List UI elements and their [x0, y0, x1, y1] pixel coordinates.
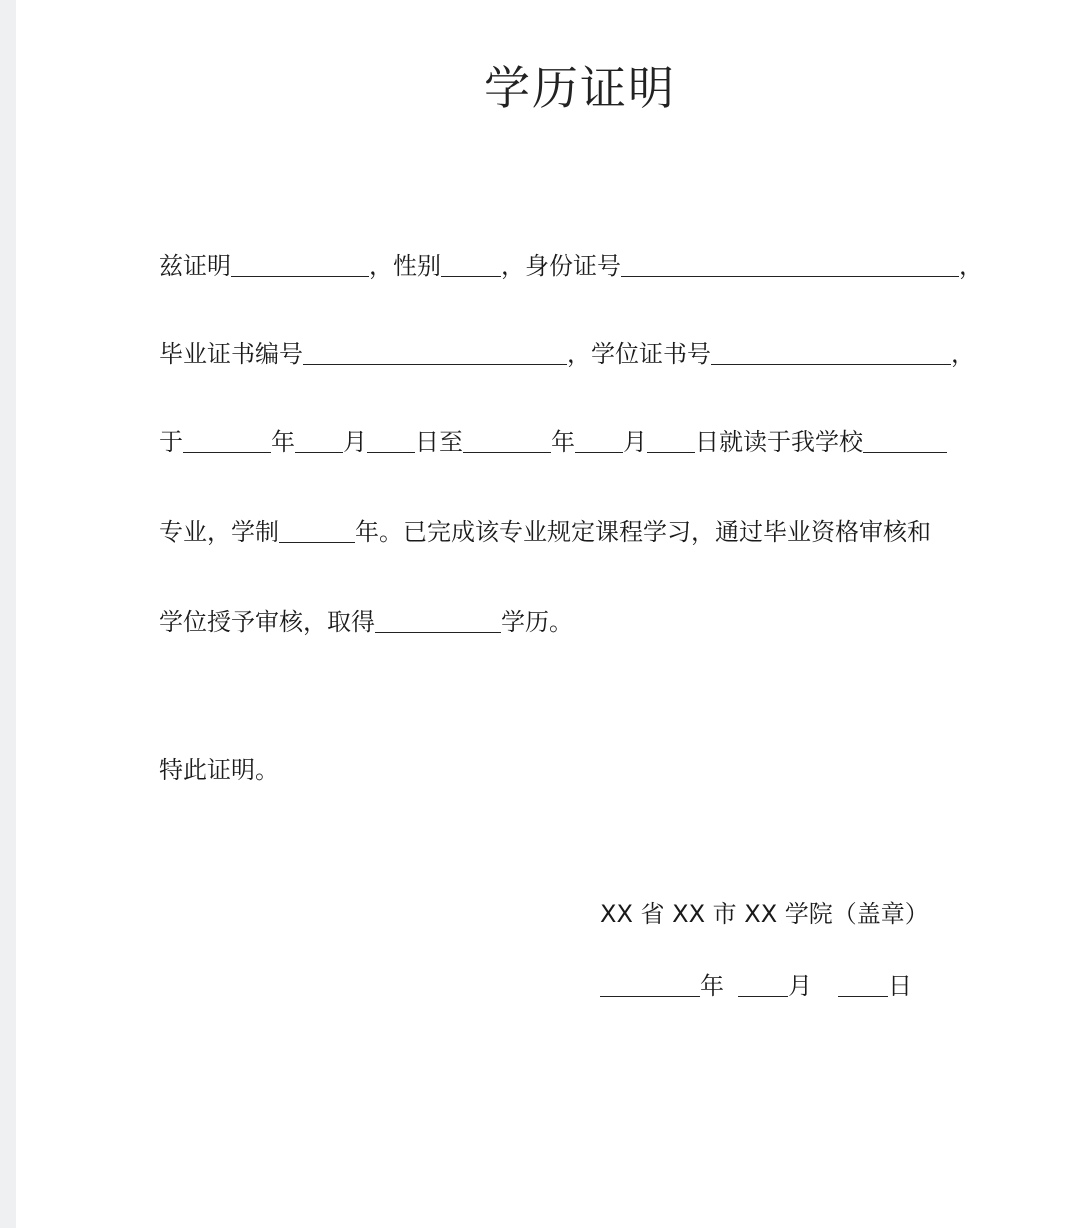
education-level-blank[interactable] [375, 602, 501, 633]
text-segment: 日 [888, 972, 912, 1000]
paragraph-line-5 [159, 602, 573, 642]
text-segment: ， [959, 252, 983, 280]
text-segment: 年。已完成该专业规定课程学习，通过毕业资格审核和 [355, 518, 931, 546]
sign-day-blank[interactable] [838, 966, 888, 997]
text-segment: 兹证明 [159, 252, 231, 280]
gender-blank[interactable] [441, 246, 501, 277]
closing-statement: 特此证明。 [159, 756, 279, 784]
start-year-blank[interactable] [183, 422, 271, 453]
paragraph-line-1 [159, 246, 983, 286]
end-day-blank[interactable] [647, 422, 695, 453]
end-year-blank[interactable] [463, 422, 551, 453]
degree-number-blank[interactable] [711, 334, 951, 365]
text-segment: 毕业证书编号 [159, 340, 303, 368]
text-segment: 日就读于我学校 [695, 428, 863, 456]
text-segment: 月 [623, 428, 647, 456]
text-segment: 月 [788, 972, 812, 1000]
text-segment: ，身份证号 [501, 252, 621, 280]
text-segment: 年 [271, 428, 295, 456]
issuer-seal-line: XX 省 XX 市 XX 学院（盖章） [600, 900, 929, 928]
signature-date-line [600, 966, 912, 1006]
text-segment: 学位授予审核，取得 [159, 608, 375, 636]
id-number-blank[interactable] [621, 246, 959, 277]
paragraph-line-4 [159, 512, 931, 552]
text-segment: 年 [700, 972, 724, 1000]
paragraph-line-2 [159, 334, 975, 374]
text-segment: ，学位证书号 [567, 340, 711, 368]
text-segment: 于 [159, 428, 183, 456]
major-blank[interactable] [863, 422, 947, 453]
diploma-number-blank[interactable] [303, 334, 567, 365]
text-segment: 年 [551, 428, 575, 456]
program-length-blank[interactable] [279, 512, 355, 543]
text-segment: ，性别 [369, 252, 441, 280]
start-day-blank[interactable] [367, 422, 415, 453]
end-month-blank[interactable] [575, 422, 623, 453]
start-month-blank[interactable] [295, 422, 343, 453]
name-blank[interactable] [231, 246, 369, 277]
text-segment: 日至 [415, 428, 463, 456]
text-segment: 学历。 [501, 608, 573, 636]
paragraph-line-3 [159, 422, 947, 462]
text-segment: 专业，学制 [159, 518, 279, 546]
text-segment: 月 [343, 428, 367, 456]
text-segment: ， [951, 340, 975, 368]
document-page [16, 0, 1080, 1228]
sign-year-blank[interactable] [600, 966, 700, 997]
sign-month-blank[interactable] [738, 966, 788, 997]
page-title: 学历证明 [484, 61, 676, 115]
